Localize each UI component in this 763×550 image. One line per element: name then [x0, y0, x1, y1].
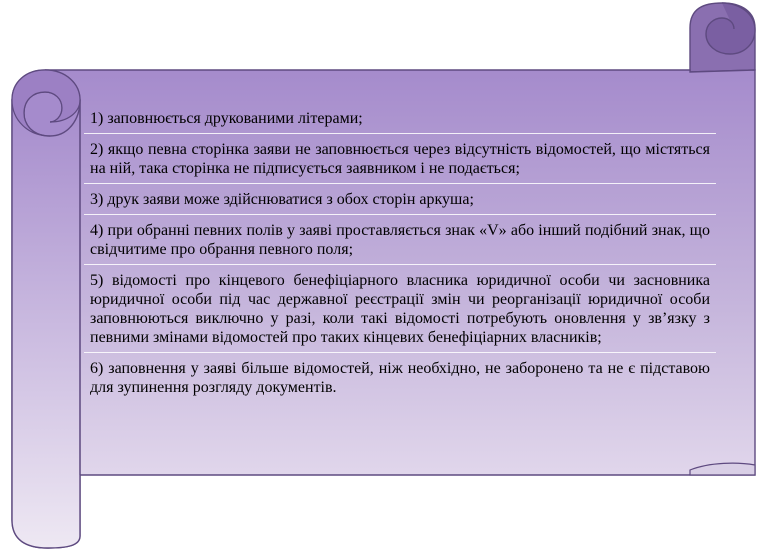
divider: [84, 214, 716, 215]
list-item: 4) при обранні певних полів у заяві проставляється знак «V» або інший подібний знак, що свідчитиме про обрання певного поля;: [90, 222, 710, 258]
divider: [84, 264, 716, 265]
list-item: 6) заповнення у заяві більше відомостей, ніж необхідно, не заборонено та не є підставою для зупинення розгляду документів.: [90, 360, 710, 396]
divider: [84, 183, 716, 184]
list-item: 1) заповнюється друкованими літерами;: [90, 110, 363, 127]
list-item: 3) друк заяви може здійснюватися з обох сторін аркуша;: [90, 191, 474, 208]
list-item: 5) відомості про кінцевого бенефіціарного власника юридичної особи чи засновника юридичної особи під час державної реєстрації змін чи реорганізації юридичної особи заповнюються виключно у разі, коли такі відомості потребують оновлення у зв’язку з певними змінами відомостей про таких кінцевих бенефіціарних власників;: [90, 272, 710, 346]
divider: [84, 352, 716, 353]
left-roll: [12, 100, 80, 548]
divider: [84, 133, 716, 134]
scroll-text: [90, 109, 710, 397]
list-item: 2) якщо певна сторінка заяви не заповнюється через відсутність відомостей, що містяться на ній, така сторінка не підписується заявником і не подається;: [90, 141, 710, 177]
